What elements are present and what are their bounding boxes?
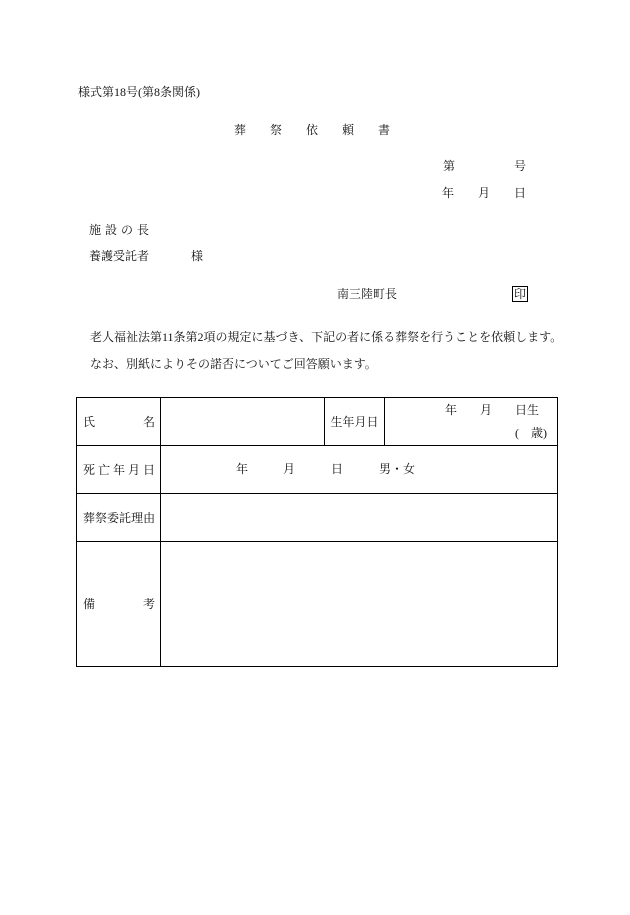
label-glyph: 理 xyxy=(131,510,144,525)
label-glyph: 設 xyxy=(104,223,117,237)
seal-mark: 印 xyxy=(513,287,526,301)
name-label-cell xyxy=(76,397,161,446)
sex-options: 男・女 xyxy=(379,462,416,476)
label-glyph: 死 xyxy=(83,462,96,477)
label-glyph: 長 xyxy=(136,223,149,237)
label-glyph: 亡 xyxy=(97,462,110,477)
label-glyph: 日 xyxy=(142,462,155,477)
remarks-label-cell xyxy=(76,541,161,667)
form-number: 様式第18号(第8条関係) xyxy=(78,85,200,99)
issue-date-month: 月 xyxy=(478,186,491,200)
label-glyph: 氏 xyxy=(83,414,96,429)
label-glyph: 葬 xyxy=(83,510,96,525)
birth-day: 日生 xyxy=(515,403,540,417)
document-title: 葬祭依頼書 xyxy=(234,123,415,137)
label-glyph: の xyxy=(120,223,133,237)
death-year: 年 xyxy=(236,462,249,476)
name-label xyxy=(83,416,155,428)
issue-date-year: 年 xyxy=(442,186,455,200)
birth-month: 月 xyxy=(480,403,493,417)
name-value-cell xyxy=(160,397,325,446)
sender-name: 南三陸町長 xyxy=(337,287,398,301)
label-glyph: 年 xyxy=(112,462,125,477)
birth-year: 年 xyxy=(445,403,458,417)
label-glyph: 託 xyxy=(119,510,132,525)
label-glyph: 月 xyxy=(127,462,140,477)
seal-stamp-box xyxy=(512,286,528,302)
body-line-reply: なお、別紙によりその諾否についてご回答願います。 xyxy=(90,357,377,371)
label-glyph: 考 xyxy=(142,597,155,611)
birth-label-cell xyxy=(324,397,385,446)
addressee-facility-head xyxy=(89,224,149,236)
remarks-value-cell xyxy=(160,541,558,667)
addressee-honorific: 様 xyxy=(191,249,204,263)
birth-value-cell xyxy=(384,397,558,446)
reason-label xyxy=(83,512,155,524)
reason-label-cell xyxy=(76,493,161,542)
reason-value-cell xyxy=(160,493,558,542)
label-glyph: 由 xyxy=(143,510,156,525)
document-number-prefix: 第 xyxy=(443,159,456,173)
addressee-caretaker: 養護受託者 xyxy=(89,249,150,263)
document-number-suffix: 号 xyxy=(514,159,527,173)
label-glyph: 祭 xyxy=(95,510,108,525)
death-value-cell xyxy=(160,445,558,494)
label-glyph: 施 xyxy=(89,223,102,237)
death-label xyxy=(83,464,155,476)
body-line-request: 老人福祉法第11条第2項の規定に基づき、下記の者に係る葬祭を行うことを依頼します。 xyxy=(90,330,563,344)
birth-label: 生年月日 xyxy=(330,414,379,429)
birth-age: ( 歳) xyxy=(515,426,547,440)
label-glyph: 名 xyxy=(142,414,155,429)
remarks-label xyxy=(83,598,155,610)
death-day: 日 xyxy=(331,462,344,476)
issue-date-day: 日 xyxy=(514,186,527,200)
label-glyph: 備 xyxy=(83,597,96,611)
death-label-cell xyxy=(76,445,161,494)
label-glyph: 委 xyxy=(107,510,120,525)
death-month: 月 xyxy=(283,462,296,476)
